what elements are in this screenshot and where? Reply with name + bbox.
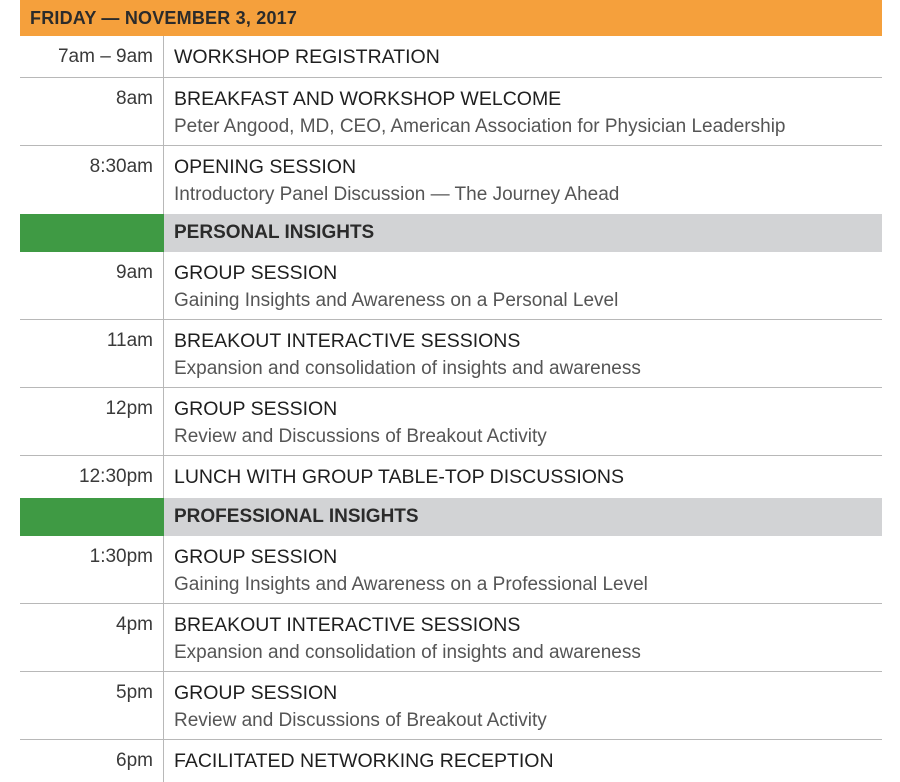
schedule-row — [20, 320, 882, 388]
section-label: PROFESSIONAL INSIGHTS — [164, 498, 882, 536]
row-time: 4pm — [20, 604, 164, 671]
schedule-row — [20, 672, 882, 740]
row-subtitle: Review and Discussions of Breakout Activity — [174, 710, 547, 731]
row-title: GROUP SESSION — [174, 262, 338, 284]
row-subtitle: Expansion and consolidation of insights and awareness — [174, 642, 641, 663]
schedule-row — [20, 252, 882, 320]
schedule-row — [20, 36, 882, 78]
row-title: LUNCH WITH GROUP TABLE-TOP DISCUSSIONS — [174, 466, 625, 488]
row-subtitle: Gaining Insights and Awareness on a Personal Level — [174, 290, 619, 311]
row-time: 1:30pm — [20, 536, 164, 603]
section-label: PERSONAL INSIGHTS — [164, 214, 882, 252]
section-accent-bar — [20, 498, 164, 536]
schedule-row — [20, 604, 882, 672]
row-subtitle: Expansion and consolidation of insights and awareness — [174, 358, 641, 379]
row-subtitle: Introductory Panel Discussion — The Journey Ahead — [174, 184, 620, 205]
row-time: 7am – 9am — [20, 36, 164, 77]
row-title: GROUP SESSION — [174, 546, 338, 568]
row-title: GROUP SESSION — [174, 682, 338, 704]
row-title: BREAKOUT INTERACTIVE SESSIONS — [174, 330, 521, 352]
row-title: BREAKFAST AND WORKSHOP WELCOME — [174, 88, 562, 110]
row-time: 12:30pm — [20, 456, 164, 498]
row-time: 8am — [20, 78, 164, 145]
row-title: WORKSHOP REGISTRATION — [174, 46, 440, 68]
day-header-title: FRIDAY — NOVEMBER 3, 2017 — [30, 7, 298, 28]
day-header — [20, 0, 882, 36]
section-header-personal — [20, 214, 882, 252]
schedule-row — [20, 456, 882, 498]
row-time: 11am — [20, 320, 164, 387]
schedule-row — [20, 146, 882, 214]
schedule-table — [20, 0, 882, 782]
schedule-row — [20, 78, 882, 146]
row-title: BREAKOUT INTERACTIVE SESSIONS — [174, 614, 521, 636]
schedule-row — [20, 388, 882, 456]
row-title: GROUP SESSION — [174, 398, 338, 420]
section-header-professional — [20, 498, 882, 536]
row-subtitle: Review and Discussions of Breakout Activity — [174, 426, 547, 447]
section-accent-bar — [20, 214, 164, 252]
schedule-row — [20, 536, 882, 604]
row-time: 6pm — [20, 740, 164, 782]
row-subtitle: Peter Angood, MD, CEO, American Association for Physician Leadership — [174, 116, 786, 137]
row-subtitle: Gaining Insights and Awareness on a Professional Level — [174, 574, 648, 595]
row-title: FACILITATED NETWORKING RECEPTION — [174, 750, 554, 772]
row-time: 5pm — [20, 672, 164, 739]
row-time: 12pm — [20, 388, 164, 455]
row-time: 9am — [20, 252, 164, 319]
row-title: OPENING SESSION — [174, 156, 357, 178]
row-time: 8:30am — [20, 146, 164, 214]
schedule-row — [20, 740, 882, 782]
